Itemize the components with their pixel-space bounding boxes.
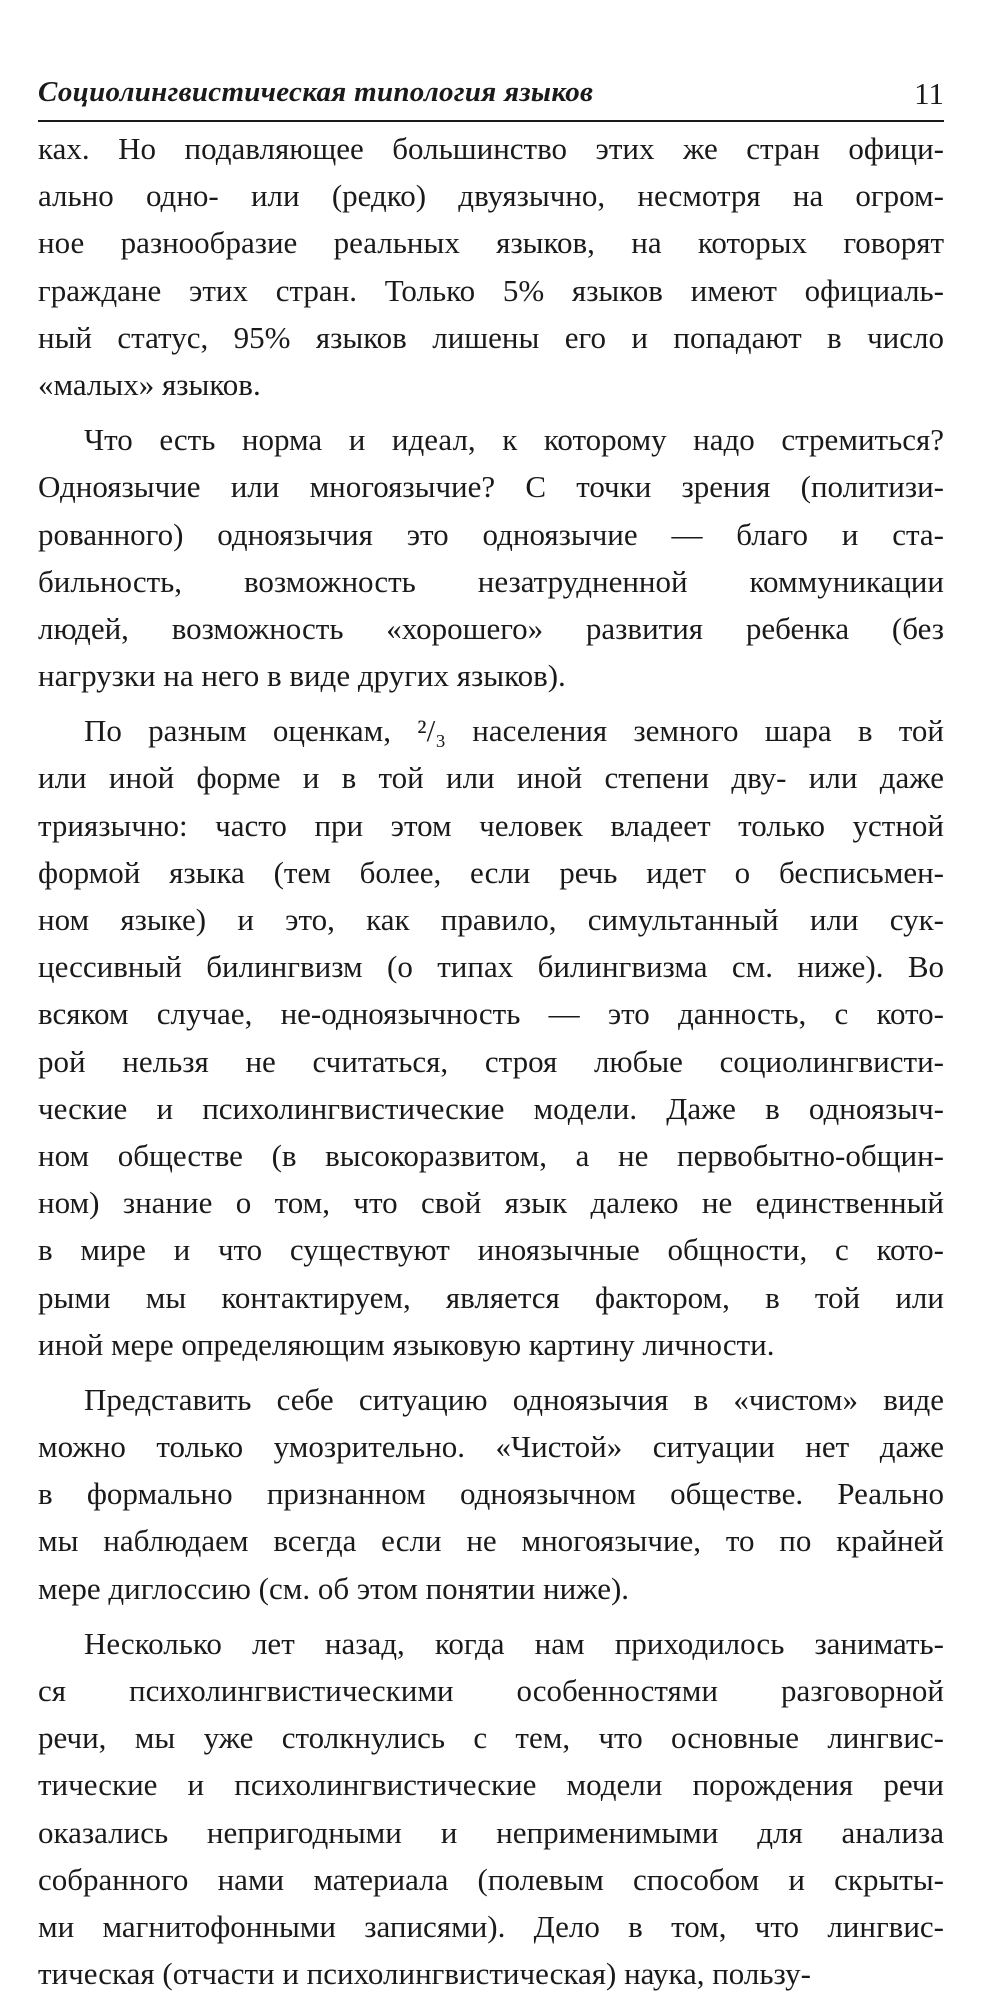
paragraph <box>38 707 944 1368</box>
text-line: бильность, возможность незатрудненной коммуникации <box>38 563 944 599</box>
text-line: ном обществе (в высокоразвитом, а не первобытно-общин- <box>38 1137 944 1173</box>
paragraph-gap <box>38 1612 944 1620</box>
text-line: тические и психолингвистические модели порождения речи <box>38 1767 944 1803</box>
text-line: рыми мы контактируем, является фактором, в той или <box>38 1279 944 1315</box>
text-line: Что есть норма и идеал, к которому надо стремиться? <box>84 422 944 458</box>
text-line: в мире и что существуют иноязычные общности, с кото- <box>38 1232 944 1268</box>
text-line: ческие и психолингвистические модели. Даже в одноязыч- <box>38 1090 944 1126</box>
text-line: «малых» языков. <box>38 366 261 402</box>
running-head <box>38 68 944 122</box>
text-line: формой языка (тем более, если речь идет о бесписьмен- <box>38 854 944 890</box>
paragraph <box>38 1376 944 1612</box>
paragraph-gap <box>38 699 944 707</box>
page-number: 11 <box>914 76 944 111</box>
text-line: можно только умозрительно. «Чистой» ситуации нет даже <box>38 1429 944 1465</box>
text-line: или иной форме и в той или иной степени дву- или даже <box>38 760 944 796</box>
text-line: ном языке) и это, как правило, симультанный или сук- <box>38 902 944 937</box>
text-line: рой нельзя не считаться, строя любые социолингвисти- <box>38 1043 944 1079</box>
paragraph-gap <box>38 1368 944 1376</box>
text-line: рованного) одноязычия это одноязычие — благо и ста- <box>38 516 944 552</box>
text-line: ально одно- или (редко) двуязычно, несмотря на огром- <box>38 178 944 214</box>
text-line: цессивный билингвизм (о типах билингвизма см. ниже). Во <box>38 949 944 985</box>
text-line: мы наблюдаем всегда если не многоязычие, то по крайней <box>38 1523 944 1559</box>
text-line: Одноязычие или многоязычие? С точки зрения (политизи- <box>38 469 944 505</box>
text-line: По разным оценкам, ²/₃ населения земного шара в той <box>84 713 944 749</box>
text-line: Несколько лет назад, когда нам приходилось занимать- <box>84 1625 944 1661</box>
text-line: нагрузки на него в виде других языков). <box>38 658 566 694</box>
paragraph <box>38 125 944 408</box>
text-line: иной мере определяющим языковую картину личности. <box>38 1326 775 1362</box>
text-line: в формально признанном одноязычном обществе. Реально <box>38 1476 944 1512</box>
text-line: ках. Но подавляющее большинство этих же стран офици- <box>38 131 944 166</box>
text-line: ном) знание о том, что свой язык далеко не единственный <box>38 1185 944 1221</box>
text-line: ми магнитофонными записями). Дело в том, что лингвис- <box>38 1908 944 1944</box>
body-text <box>38 125 944 1997</box>
paragraph <box>38 1620 944 1997</box>
text-line: Представить себе ситуацию одноязычия в «чистом» виде <box>84 1381 944 1417</box>
paragraph-gap <box>38 408 944 416</box>
text-line: граждане этих стран. Только 5% языков имеют официаль- <box>38 272 944 308</box>
text-line: ное разнообразие реальных языков, на которых говорят <box>38 225 944 261</box>
text-line: собранного нами материала (полевым способом и скрыты- <box>38 1861 944 1897</box>
text-line: оказались непригодными и неприменимыми для анализа <box>38 1814 944 1850</box>
text-line: людей, возможность «хорошего» развития ребенка (без <box>38 610 944 646</box>
text-line: мере диглоссию (см. об этом понятии ниже). <box>38 1570 630 1606</box>
text-line: триязычно: часто при этом человек владеет только устной <box>38 807 944 843</box>
text-line: речи, мы уже столкнулись с тем, что основные лингвис- <box>38 1720 944 1756</box>
paragraph <box>38 416 944 699</box>
text-line: ный статус, 95% языков лишены его и попадают в число <box>38 319 944 355</box>
text-line: тическая (отчасти и психолингвистическая) наука, пользу- <box>38 1956 811 1992</box>
text-line: ся психолингвистическими особенностями разговорной <box>38 1673 944 1708</box>
running-title: Социолингвистическая типология языков <box>38 76 594 108</box>
text-line: всяком случае, не-одноязычность — это данность, с кото- <box>38 996 944 1032</box>
